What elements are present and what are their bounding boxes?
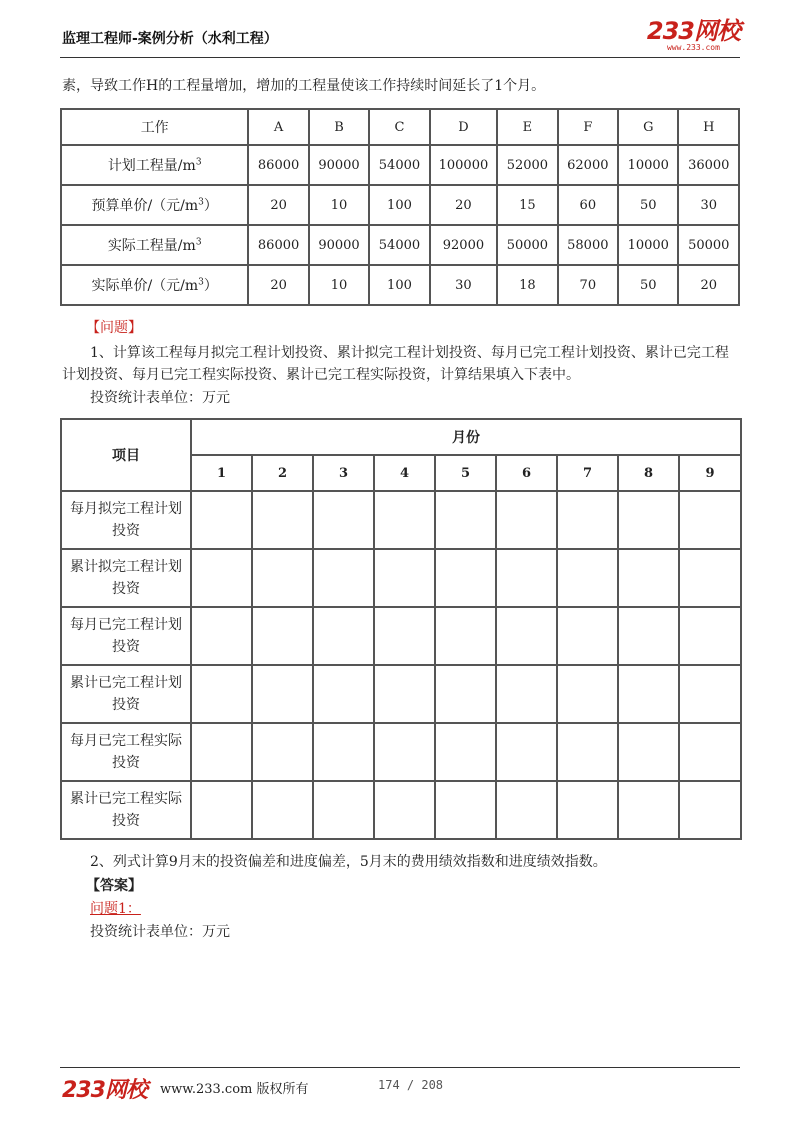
table-cell: 10000: [618, 225, 678, 265]
page-number: 174 / 208: [378, 1078, 444, 1092]
header-divider: [60, 57, 740, 58]
empty-cell[interactable]: [496, 723, 557, 781]
work-quantity-table: [60, 108, 740, 306]
footer-copyright[interactable]: www.233.com 版权所有: [160, 1082, 309, 1097]
table-cell: 20: [248, 185, 308, 225]
empty-cell[interactable]: [191, 781, 252, 839]
row-label: [61, 491, 191, 549]
empty-cell[interactable]: [618, 665, 679, 723]
header-cell-g: G: [618, 109, 678, 145]
empty-cell[interactable]: [435, 607, 496, 665]
table-cell: 90000: [309, 145, 369, 185]
empty-cell[interactable]: [435, 781, 496, 839]
row-label: [61, 549, 191, 607]
row-label-text: 实际工程量/m: [107, 238, 196, 254]
month-cell: 8: [618, 455, 679, 491]
empty-cell[interactable]: [313, 491, 374, 549]
unit-superscript: 3: [195, 157, 202, 168]
row-label-suffix: ）: [203, 198, 218, 214]
empty-cell[interactable]: [313, 607, 374, 665]
empty-cell[interactable]: [679, 781, 741, 839]
empty-cell[interactable]: [252, 723, 313, 781]
empty-cell[interactable]: [496, 549, 557, 607]
empty-cell[interactable]: [252, 491, 313, 549]
row-label: [61, 723, 191, 781]
row-label-line2: 投资: [112, 523, 140, 539]
brand-logo[interactable]: [647, 18, 740, 52]
table-cell: 10: [309, 185, 369, 225]
empty-cell[interactable]: [191, 491, 252, 549]
table-row: [61, 781, 741, 839]
header-cell-b: B: [309, 109, 369, 145]
empty-cell[interactable]: [374, 665, 435, 723]
empty-cell[interactable]: [374, 723, 435, 781]
table-row: [61, 185, 739, 225]
empty-cell[interactable]: [496, 607, 557, 665]
table-cell: 100: [369, 185, 429, 225]
empty-cell[interactable]: [435, 491, 496, 549]
empty-cell[interactable]: [679, 491, 741, 549]
empty-cell[interactable]: [618, 781, 679, 839]
row-label-line1: 每月已完工程实际: [70, 733, 182, 749]
empty-cell[interactable]: [557, 665, 618, 723]
row-label-line1: 每月拟完工程计划: [70, 501, 182, 517]
table-cell: 15: [497, 185, 557, 225]
month-cell: 1: [191, 455, 252, 491]
row-label: [61, 265, 248, 305]
table-row: [61, 265, 739, 305]
header-cell-item: 项目: [61, 419, 191, 491]
unit-superscript: 3: [198, 197, 204, 208]
investment-statistics-table: [60, 418, 742, 840]
empty-cell[interactable]: [313, 665, 374, 723]
unit-text: 投资统计表单位：万元: [90, 390, 230, 406]
row-label-line2: 投资: [112, 755, 140, 771]
footer-logo[interactable]: 233网校: [62, 1078, 147, 1103]
row-label-line1: 累计已完工程计划: [70, 675, 182, 691]
header-cell-f: F: [558, 109, 618, 145]
empty-cell[interactable]: [679, 549, 741, 607]
row-label: [61, 781, 191, 839]
table-cell: 60: [558, 185, 618, 225]
empty-cell[interactable]: [679, 665, 741, 723]
empty-cell[interactable]: [313, 723, 374, 781]
answer-heading: 【答案】: [86, 878, 142, 894]
table-cell: 54000: [369, 225, 429, 265]
empty-cell[interactable]: [618, 549, 679, 607]
row-label-text: 实际单价/（元/m: [91, 278, 199, 294]
empty-cell[interactable]: [252, 665, 313, 723]
empty-cell[interactable]: [557, 781, 618, 839]
row-label-line1: 每月已完工程计划: [70, 617, 182, 633]
empty-cell[interactable]: [313, 781, 374, 839]
empty-cell[interactable]: [435, 723, 496, 781]
table-cell: 62000: [558, 145, 618, 185]
table-row: [61, 665, 741, 723]
row-label-line1: 累计拟完工程计划: [70, 559, 182, 575]
question-1: 1、计算该工程每月拟完工程计划投资、累计拟完工程计划投资、每月已完工程计划投资、累计已完工程计划投资、每月已完工程实际投资、累计已完工程实际投资，计算结果填入下表中。: [62, 345, 729, 383]
empty-cell[interactable]: [191, 607, 252, 665]
month-cell: 5: [435, 455, 496, 491]
table-cell: 50000: [678, 225, 739, 265]
empty-cell[interactable]: [679, 607, 741, 665]
unit-superscript: 3: [198, 277, 204, 288]
table-cell: 86000: [248, 145, 308, 185]
empty-cell[interactable]: [496, 491, 557, 549]
table-cell: 10000: [618, 145, 678, 185]
empty-cell[interactable]: [374, 781, 435, 839]
table-cell: 70: [558, 265, 618, 305]
row-label-line2: 投资: [112, 639, 140, 655]
month-cell: 3: [313, 455, 374, 491]
logo-url: www.233.com: [666, 43, 720, 52]
table-row: [61, 491, 741, 549]
empty-cell[interactable]: [618, 491, 679, 549]
answer-unit-text: 投资统计表单位：万元: [90, 924, 230, 940]
empty-cell[interactable]: [557, 723, 618, 781]
table-header-row: [61, 419, 741, 455]
table-cell: 30: [678, 185, 739, 225]
empty-cell[interactable]: [252, 549, 313, 607]
table-cell: 90000: [309, 225, 369, 265]
header-cell-h: H: [678, 109, 739, 145]
empty-cell[interactable]: [252, 607, 313, 665]
empty-cell[interactable]: [313, 549, 374, 607]
table-cell: 20: [678, 265, 739, 305]
table-row: [61, 549, 741, 607]
empty-cell[interactable]: [191, 665, 252, 723]
empty-cell[interactable]: [191, 723, 252, 781]
header-cell-d: D: [430, 109, 497, 145]
empty-cell[interactable]: [496, 665, 557, 723]
empty-cell[interactable]: [435, 549, 496, 607]
table-header-row: [61, 109, 739, 145]
month-cell: 7: [557, 455, 618, 491]
month-cell: 9: [679, 455, 741, 491]
table-cell: 50: [618, 185, 678, 225]
empty-cell[interactable]: [679, 723, 741, 781]
row-label-line2: 投资: [112, 581, 140, 597]
row-label: [61, 145, 248, 185]
row-label-line2: 投资: [112, 813, 140, 829]
row-label: [61, 225, 248, 265]
footer-divider: [60, 1067, 740, 1068]
table-cell: 10: [309, 265, 369, 305]
row-label: [61, 185, 248, 225]
table-row: [61, 225, 739, 265]
table-cell: 18: [497, 265, 557, 305]
table-cell: 50000: [497, 225, 557, 265]
empty-cell[interactable]: [374, 607, 435, 665]
empty-cell[interactable]: [374, 491, 435, 549]
row-label-line2: 投资: [112, 697, 140, 713]
intro-text: 素，导致工作H的工程量增加，增加的工程量使该工作持续时间延长了1个月。: [62, 78, 546, 94]
row-label: [61, 665, 191, 723]
month-cell: 2: [252, 455, 313, 491]
header-cell-month: 月份: [191, 419, 741, 455]
table-cell: 36000: [678, 145, 739, 185]
table-cell: 20: [248, 265, 308, 305]
table-cell: 30: [430, 265, 497, 305]
empty-cell[interactable]: [557, 491, 618, 549]
empty-cell[interactable]: [496, 781, 557, 839]
empty-cell[interactable]: [191, 549, 252, 607]
header-title: 监理工程师-案例分析（水利工程）: [62, 31, 278, 47]
month-cell: 6: [496, 455, 557, 491]
table-row: [61, 607, 741, 665]
month-cell: 4: [374, 455, 435, 491]
header-cell-e: E: [497, 109, 557, 145]
empty-cell[interactable]: [618, 723, 679, 781]
header-cell-work: 工作: [61, 109, 248, 145]
empty-cell[interactable]: [557, 549, 618, 607]
row-label-line1: 累计已完工程实际: [70, 791, 182, 807]
table-cell: 58000: [558, 225, 618, 265]
table-row: [61, 723, 741, 781]
question-heading: 【问题】: [86, 320, 142, 336]
empty-cell[interactable]: [252, 781, 313, 839]
table-cell: 50: [618, 265, 678, 305]
row-label: [61, 607, 191, 665]
row-label-suffix: ）: [203, 278, 218, 294]
table-row: [61, 145, 739, 185]
answer-subheading: 问题1：: [90, 901, 141, 917]
empty-cell[interactable]: [435, 665, 496, 723]
empty-cell[interactable]: [557, 607, 618, 665]
logo-mark: 233网校: [646, 17, 740, 45]
question-2: 2、列式计算9月末的投资偏差和进度偏差，5月末的费用绩效指数和进度绩效指数。: [90, 854, 607, 870]
empty-cell[interactable]: [374, 549, 435, 607]
table-cell: 100: [369, 265, 429, 305]
table-cell: 86000: [248, 225, 308, 265]
table-cell: 100000: [430, 145, 497, 185]
header-cell-a: A: [248, 109, 308, 145]
unit-superscript: 3: [195, 237, 202, 248]
empty-cell[interactable]: [618, 607, 679, 665]
row-label-text: 预算单价/（元/m: [91, 198, 199, 214]
table-cell: 54000: [369, 145, 429, 185]
header-cell-c: C: [369, 109, 429, 145]
row-label-text: 计划工程量/m: [107, 158, 196, 174]
table-cell: 20: [430, 185, 497, 225]
table-cell: 52000: [497, 145, 557, 185]
table-cell: 92000: [430, 225, 497, 265]
